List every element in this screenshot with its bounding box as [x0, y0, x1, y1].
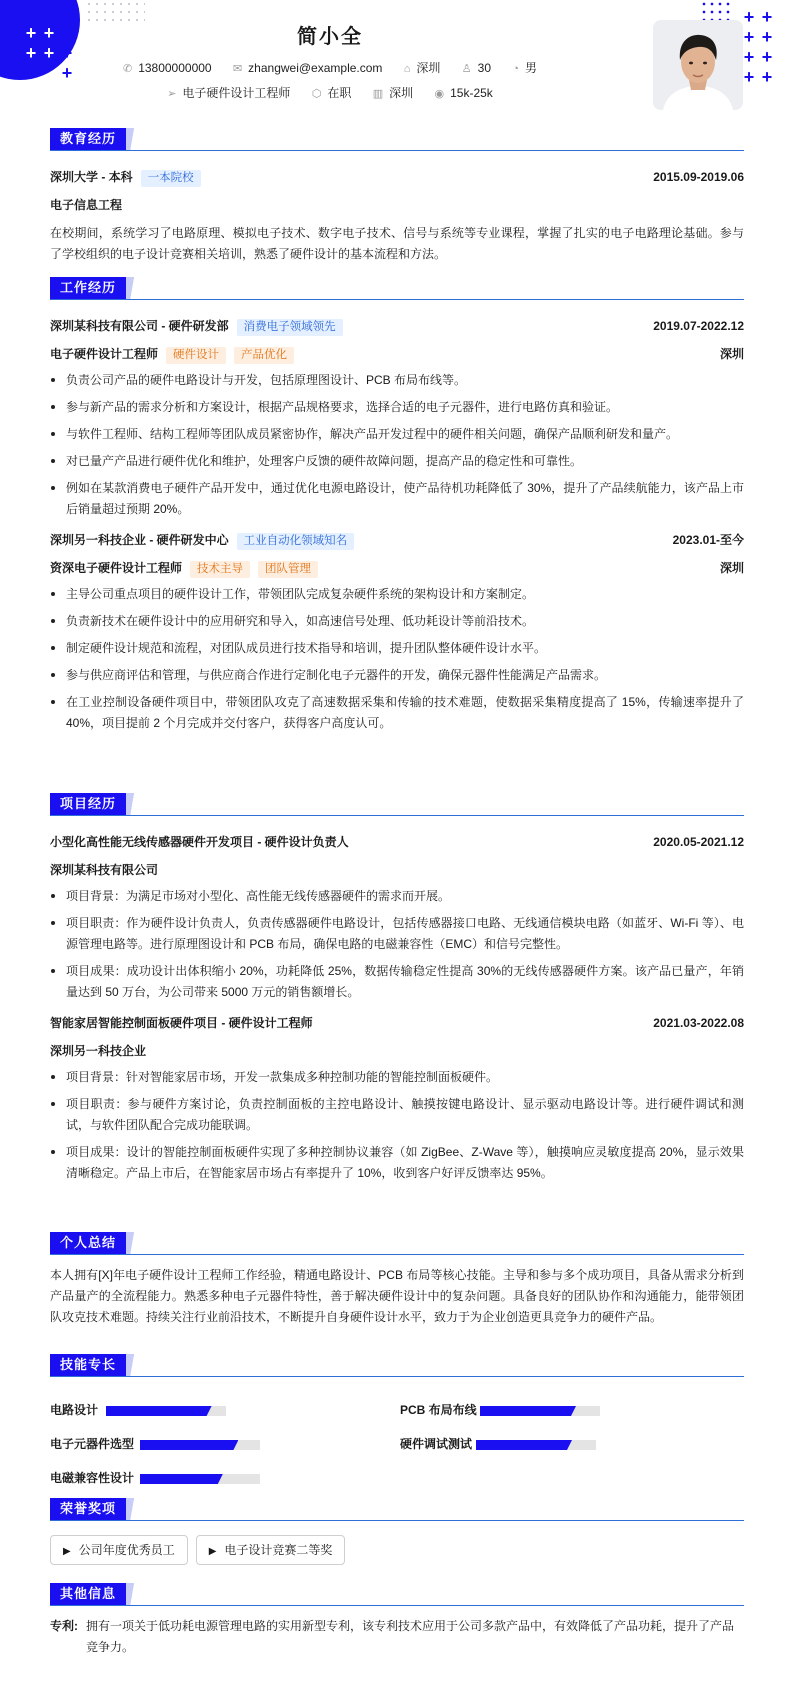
info-age: ♙ 30: [461, 61, 492, 75]
building-icon: ▥: [372, 88, 384, 100]
skill-bar: [476, 1440, 596, 1450]
skill-name: PCB 布局布线: [400, 1403, 477, 1417]
list-item: 项目背景：为满足市场对小型化、高性能无线传感器硬件的需求而开展。: [50, 886, 744, 907]
skill-bar: [480, 1406, 600, 1416]
job-date: 2019.07-2022.12: [653, 319, 744, 333]
job-intent-row: [0, 84, 660, 101]
section-header: [50, 1352, 744, 1377]
list-item: 对已量产产品进行硬件优化和维护，处理客户反馈的硬件故障问题，提高产品的稳定性和可靠性。: [50, 451, 744, 472]
skill-bar: [106, 1406, 226, 1416]
list-item: 项目职责：作为硬件设计负责人，负责传感器硬件电路设计，包括传感器接口电路、无线通信模块电路（如蓝牙、Wi-Fi 等）、电源管理电路等。进行原理图设计和 PCB 布局，确保电路的电磁兼容性（EMC）和信号完整性。: [50, 913, 744, 955]
skill-list: [50, 1387, 744, 1487]
major-row: [50, 191, 744, 219]
info-salary: ◉ 15k-25k: [434, 86, 493, 100]
phone-icon: ✆: [122, 63, 133, 75]
list-item: 制定硬件设计规范和流程，对团队成员进行技术指导和培训，提升团队整体硬件设计水平。: [50, 638, 744, 659]
education-row: [50, 163, 744, 191]
job-company: 深圳另一科技企业 - 硬件研发中心 工业自动化领域知名: [50, 526, 354, 554]
skill-bar: [140, 1440, 260, 1450]
section-header: [50, 126, 744, 151]
section-work: [50, 275, 744, 740]
company-tag: 工业自动化领域知名: [237, 533, 355, 550]
home-icon: ⌂: [403, 63, 411, 75]
section-projects: [50, 791, 744, 1190]
patent-row: [50, 1616, 744, 1658]
position-tag: 产品优化: [234, 347, 294, 364]
project-name: 小型化高性能无线传感器硬件开发项目 - 硬件设计负责人: [50, 835, 349, 849]
mail-icon: ✉: [232, 63, 243, 75]
info-status: ⬡ 在职: [311, 86, 352, 100]
major: 电子信息工程: [50, 198, 123, 212]
section-header: [50, 1581, 744, 1606]
award-item: ▶ 公司年度优秀员工: [50, 1535, 188, 1565]
section-title: 其他信息: [50, 1583, 126, 1605]
info-work-city: ▥ 深圳: [372, 86, 414, 100]
section-title: 教育经历: [50, 128, 126, 150]
section-skills: [50, 1352, 744, 1487]
project-row: [50, 1009, 744, 1037]
job-bullets: [50, 584, 744, 734]
skill-bar-fill: [106, 1406, 212, 1416]
section-title: 工作经历: [50, 277, 126, 299]
decor-plus-left: + + + + + +: [25, 23, 73, 83]
project-org: 深圳某科技有限公司: [50, 863, 159, 877]
skill-name: 电子元器件选型: [50, 1437, 135, 1451]
section-header: [50, 275, 744, 300]
skill-bar-fill: [140, 1440, 238, 1450]
school-name: 深圳大学 - 本科 一本院校: [50, 163, 201, 191]
education-date: 2015.09-2019.06: [653, 170, 744, 184]
candidate-name: 简小全: [297, 26, 363, 48]
project-org-row: [50, 1037, 744, 1065]
list-item: 例如在某款消费电子硬件产品开发中，通过优化电源电路设计，使产品待机功耗降低了 30%，提升了产品续航能力，该产品上市后销量超过预期 20%。: [50, 478, 744, 520]
list-item: 项目成果：成功设计出体积缩小 20%，功耗降低 25%，数据传输稳定性提高 30%的无线传感器硬件方案。该产品已量产，年销量达到 50 万台，为公司带来 5000 万元的销售额增长。: [50, 961, 744, 1003]
project-date: 2020.05-2021.12: [653, 835, 744, 849]
project-org: 深圳另一科技企业: [50, 1044, 147, 1058]
company-tag: 消费电子领域领先: [237, 319, 343, 336]
school-tag: 一本院校: [141, 170, 201, 187]
skill-name: 电路设计: [50, 1403, 99, 1417]
decor-plus-right: + + + + + + + +: [743, 7, 773, 87]
list-item: 项目成果：设计的智能控制面板硬件实现了多种控制协议兼容（如 ZigBee、Z-Wave 等），触摸响应灵敏度提高 20%，显示效果清晰稳定。产品上市后，在智能家居市场占有率提升了 10%，收到客户好评反馈率达 95%。: [50, 1142, 744, 1184]
section-title: 项目经历: [50, 793, 126, 815]
section-header: [50, 1496, 744, 1521]
info-gender: ◔ 男: [512, 61, 538, 75]
section-header: [50, 791, 744, 816]
list-item: 参与供应商评估和管理，与供应商合作进行定制化电子元器件的开发，确保元器件性能满足产品需求。: [50, 665, 744, 686]
project-row: [50, 828, 744, 856]
skill-bar: [140, 1474, 260, 1484]
info-email: ✉ zhangwei@example.com: [232, 61, 383, 75]
triangle-icon: ▶: [208, 1546, 217, 1557]
job-date: 2023.01-至今: [672, 533, 744, 547]
list-item: 项目职责：参与硬件方案讨论，负责控制面板的主控电路设计、触摸按键电路设计、显示驱动电路设计等。进行硬件调试和测试，与软件团队配合完成功能联调。: [50, 1094, 744, 1136]
project-date: 2021.03-2022.08: [653, 1016, 744, 1030]
position-tag: 团队管理: [258, 561, 318, 578]
list-item: 负责公司产品的硬件电路设计与开发，包括原理图设计、PCB 布局布线等。: [50, 370, 744, 391]
job-position: 资深电子硬件设计工程师 技术主导 团队管理: [50, 554, 318, 582]
section-summary: [50, 1230, 744, 1328]
info-position: ➢ 电子硬件设计工程师: [167, 86, 291, 100]
list-item: 项目背景：针对智能家居市场，开发一款集成多种控制功能的智能控制面板硬件。: [50, 1067, 744, 1088]
section-title: 个人总结: [50, 1232, 126, 1254]
skill-bar-fill: [480, 1406, 576, 1416]
job-position: 电子硬件设计工程师 硬件设计 产品优化: [50, 340, 294, 368]
section-awards: [50, 1496, 744, 1565]
section-header: [50, 1230, 744, 1255]
status-icon: ⬡: [311, 88, 322, 100]
award-item: ▶ 电子设计竞赛二等奖: [196, 1535, 346, 1565]
triangle-icon: ▶: [63, 1546, 71, 1557]
job-company: 深圳某科技有限公司 - 硬件研发部 消费电子领域领先: [50, 312, 343, 340]
list-item: 在工业控制设备硬件项目中，带领团队攻克了高速数据采集和传输的技术难题，使数据采集精度提高了 15%，传输速率提升了 40%，项目提前 2 个月完成并交付客户，获得客户高度认可。: [50, 692, 744, 734]
skill-name: 电磁兼容性设计: [50, 1471, 135, 1485]
job-city: 深圳: [719, 561, 744, 575]
job-city: 深圳: [719, 347, 744, 361]
list-item: 主导公司重点项目的硬件设计工作，带领团队完成复杂硬件系统的架构设计和方案制定。: [50, 584, 744, 605]
job-company-row: [50, 312, 744, 340]
gender-icon: ◔: [512, 63, 520, 75]
project-bullets: [50, 886, 744, 1003]
section-other: [50, 1581, 744, 1658]
age-icon: ♙: [461, 63, 472, 75]
skill-name: 硬件调试测试: [400, 1437, 473, 1451]
send-icon: ➢: [167, 88, 177, 100]
job-position-row: [50, 554, 744, 582]
education-desc: 在校期间，系统学习了电路原理、模拟电子技术、数字电子技术、信号与系统等专业课程，掌握了扎实的电子电路理论基础。参与了学校组织的电子设计竞赛相关培训，熟悉了硬件设计的基本流程和方法。: [50, 226, 744, 261]
section-education: [50, 126, 744, 265]
list-item: 参与新产品的需求分析和方案设计，根据产品规格要求，选择合适的电子元器件，进行电路仿真和验证。: [50, 397, 744, 418]
section-title: 技能专长: [50, 1354, 126, 1376]
info-city: ⌂ 深圳: [403, 61, 441, 75]
project-name: 智能家居智能控制面板硬件项目 - 硬件设计工程师: [50, 1016, 313, 1030]
patent-text: 拥有一项关于低功耗电源管理电路的实用新型专利，该专利技术应用于公司多款产品中，有效降低了产品功耗，提升了产品竞争力。: [86, 1619, 735, 1654]
profile-photo: [653, 20, 743, 110]
job-company-row: [50, 526, 744, 554]
project-bullets: [50, 1067, 744, 1184]
position-tag: 技术主导: [190, 561, 250, 578]
portrait-icon: [653, 20, 743, 110]
section-title: 荣誉奖项: [50, 1498, 126, 1520]
skill-bar-fill: [476, 1440, 572, 1450]
patent-label: 专利:: [50, 1619, 78, 1633]
project-org-row: [50, 856, 744, 884]
position-tag: 硬件设计: [166, 347, 226, 364]
summary-text: 本人拥有[X]年电子硬件设计工程师工作经验，精通电路设计、PCB 布局等核心技能。主导和参与多个成功项目，具备从需求分析到产品量产的全流程能力。熟悉多种电子元器件特性，善于解决硬件设计中的复杂问题。具备良好的团队协作和沟通能力，能带领团队攻克技术难题。持续关注行业前沿技术，不断提升自身硬件设计水平，致力于为企业创造更具竞争力的硬件产品。: [50, 1268, 744, 1324]
job-bullets: [50, 370, 744, 520]
salary-icon: ◉: [434, 88, 445, 100]
skill-bar-fill: [140, 1474, 223, 1484]
info-phone: ✆ 13800000000: [122, 61, 212, 75]
contact-row: [0, 59, 660, 76]
job-position-row: [50, 340, 744, 368]
list-item: 负责新技术在硬件设计中的应用研究和导入，如高速信号处理、低功耗设计等前沿技术。: [50, 611, 744, 632]
award-list: [50, 1535, 744, 1565]
list-item: 与软件工程师、结构工程师等团队成员紧密协作，解决产品开发过程中的硬件相关问题，确保产品顺利研发和量产。: [50, 424, 744, 445]
